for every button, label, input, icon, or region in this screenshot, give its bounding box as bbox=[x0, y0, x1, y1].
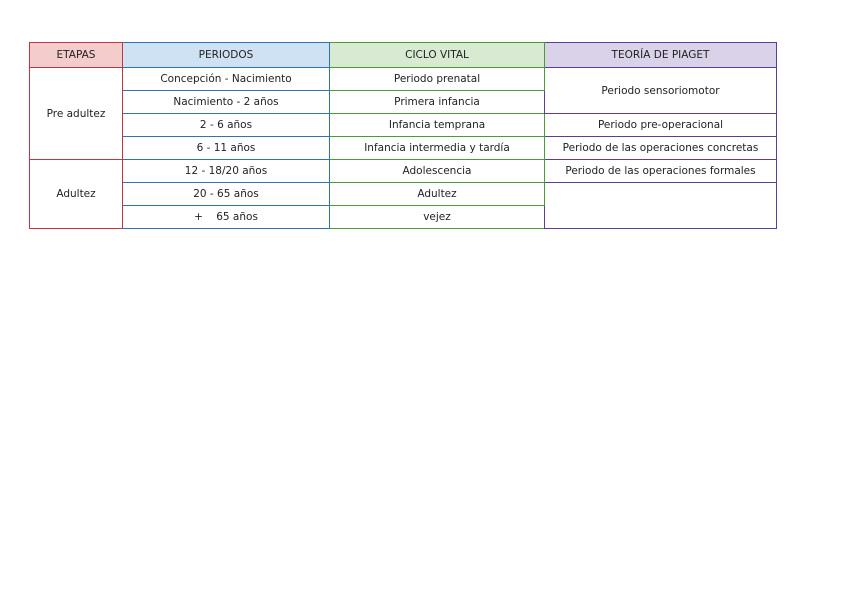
table-row bbox=[30, 114, 777, 137]
periodo-cell: 6 - 11 años bbox=[123, 137, 330, 160]
ciclo-cell: Adolescencia bbox=[330, 160, 545, 183]
periodo-cell: 12 - 18/20 años bbox=[123, 160, 330, 183]
table-row bbox=[30, 183, 777, 206]
header-row bbox=[30, 43, 777, 68]
periodo-cell: + 65 años bbox=[123, 206, 330, 229]
stage-pre-adultez: Pre adultez bbox=[30, 68, 123, 160]
table-row bbox=[30, 68, 777, 91]
periodo-cell: Concepción - Nacimiento bbox=[123, 68, 330, 91]
ciclo-cell: Infancia temprana bbox=[330, 114, 545, 137]
piaget-preoperacional: Periodo pre-operacional bbox=[545, 114, 777, 137]
piaget-empty-cell bbox=[545, 183, 777, 229]
ciclo-cell: Primera infancia bbox=[330, 91, 545, 114]
header-teoria-piaget: TEORÍA DE PIAGET bbox=[545, 43, 777, 68]
stage-adultez: Adultez bbox=[30, 160, 123, 229]
periodo-cell: 2 - 6 años bbox=[123, 114, 330, 137]
ciclo-cell: Infancia intermedia y tardía bbox=[330, 137, 545, 160]
table-row bbox=[30, 137, 777, 160]
piaget-formales: Periodo de las operaciones formales bbox=[545, 160, 777, 183]
ciclo-cell: Adultez bbox=[330, 183, 545, 206]
development-stages-table bbox=[29, 42, 777, 229]
table-row bbox=[30, 160, 777, 183]
header-periodos: PERIODOS bbox=[123, 43, 330, 68]
header-ciclo-vital: CICLO VITAL bbox=[330, 43, 545, 68]
piaget-sensoriomotor: Periodo sensoriomotor bbox=[545, 68, 777, 114]
piaget-concretas: Periodo de las operaciones concretas bbox=[545, 137, 777, 160]
header-etapas: ETAPAS bbox=[30, 43, 123, 68]
periodo-cell: Nacimiento - 2 años bbox=[123, 91, 330, 114]
ciclo-cell: Periodo prenatal bbox=[330, 68, 545, 91]
ciclo-cell: vejez bbox=[330, 206, 545, 229]
periodo-cell: 20 - 65 años bbox=[123, 183, 330, 206]
